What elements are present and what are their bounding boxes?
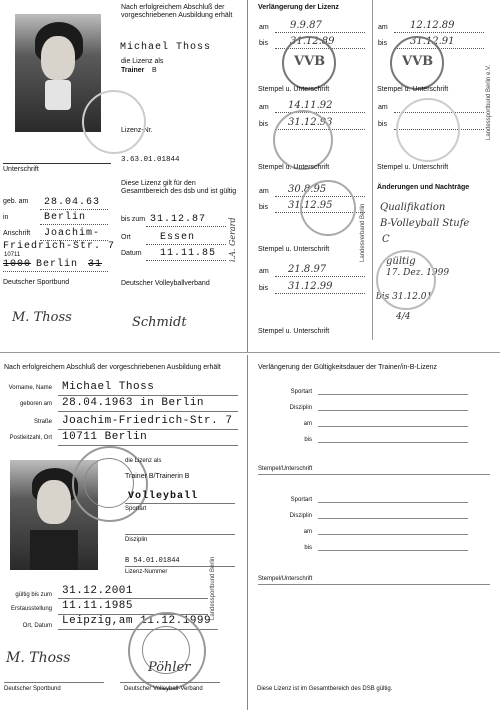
datum-value: 11.11.85: [160, 248, 217, 259]
lizenz-nr-label: Lizenz-Nr.: [121, 127, 153, 134]
gueltig-label: gültig bis zum: [15, 592, 52, 598]
ext1-bis: 31.12.89: [290, 36, 335, 47]
ext2-am: 12.12.89: [410, 20, 455, 31]
license-grade: B: [152, 67, 157, 74]
disziplin-label-bottom: Disziplin: [125, 537, 148, 543]
ext2-bis-label: bis: [378, 40, 387, 47]
ext6-bis: 31.12.99: [288, 281, 333, 292]
round-stamp-5: [300, 180, 356, 236]
official-signature-bottom: Pöhler: [148, 660, 191, 675]
ext4-stempel: Stempel u. Unterschrift: [377, 164, 449, 171]
ext3-bis-label: bis: [259, 121, 268, 128]
br-am-2: am: [303, 529, 312, 535]
dsb-label-bottom: Deutscher Sportbund: [4, 686, 61, 692]
changes-line2: B-Volleyball Stufe: [380, 218, 470, 229]
ext3-bis: 31.12.93: [288, 117, 333, 128]
lizenz-nr: 3.63.01.01844: [121, 156, 180, 164]
anschrift-label: Anschrift: [3, 230, 31, 237]
br-disziplin-2: Disziplin: [289, 513, 312, 519]
br-disziplin-1: Disziplin: [289, 405, 312, 411]
top-right-divider: [372, 0, 373, 340]
strasse-label: Straße: [33, 419, 52, 425]
lizenz-nr-label-bottom: Lizenz-Nummer: [125, 569, 168, 575]
ext1-bis-label: bis: [259, 40, 268, 47]
strasse-value: Joachim-Friedrich-Str. 7: [62, 415, 233, 427]
erst-value: 11.11.1985: [62, 600, 134, 612]
ext5-am: 30.8.95: [288, 184, 327, 195]
datum-label: Datum: [121, 250, 142, 257]
in-label: in: [3, 214, 9, 221]
changes-line1: Qualifikation: [380, 202, 446, 213]
header-text: Nach erfolgreichem Abschluß der vorgeschriebenen Ausbildung erhält: [121, 4, 233, 19]
br-stempel-1: Stempel/Unterschrift: [258, 466, 313, 472]
trainer-label: Trainer B/Trainerin B: [125, 473, 190, 480]
br-bis-1: bis: [304, 437, 312, 443]
ext4-bis-label: bis: [378, 121, 387, 128]
ort-datum-value: Leipzig,am 11.12.1999: [62, 615, 212, 627]
changes-line6: bis 31.12.01: [376, 292, 433, 302]
die-lizenz-label-bottom: die Lizenz als: [125, 458, 162, 464]
vorname-value: Michael Thoss: [62, 381, 155, 393]
br-bis-2: bis: [304, 545, 312, 551]
plz-new: 10711: [4, 252, 21, 258]
holder-signature-bottom: M. Thoss: [6, 650, 71, 666]
ext6-am: 21.8.97: [288, 264, 327, 275]
br-am-1: am: [303, 421, 312, 427]
die-lizenz-label: die Lizenz als: [121, 58, 164, 65]
ext5-stempel: Stempel u. Unterschrift: [258, 246, 330, 253]
validity-text: Diese Lizenz gilt für den Gesamtbereich des dsb und ist gültig: [121, 180, 237, 195]
vertical-note-bottom: Landessportbund Berlin: [210, 556, 216, 620]
bottom-header: Nach erfolgreichem Abschluß der vorgeschriebenen Ausbildung erhält: [4, 364, 221, 371]
vertical-note-1: Landessportbund Berlin e.V.: [486, 64, 492, 140]
vvb-stamp-1: VVB: [282, 36, 336, 90]
changes-line7: 4/4: [396, 312, 411, 322]
margin-signature: i.A. Gerard: [228, 217, 237, 262]
fold-line-top: [247, 0, 248, 352]
ort-value: Essen: [160, 232, 196, 243]
dsb-label: Deutscher Sportbund: [3, 279, 70, 286]
br-footer: Diese Lizenz ist im Gesamtbereich des DSB gültig.: [257, 686, 393, 692]
dvv-stamp-bottom: [128, 612, 206, 690]
ext4-am-label: am: [378, 104, 388, 111]
ext6-bis-label: bis: [259, 285, 268, 292]
erst-label: Erstausstellung: [10, 606, 52, 612]
in-value: Berlin: [44, 212, 87, 223]
ext2-am-label: am: [378, 24, 388, 31]
round-stamp-3: [273, 110, 333, 170]
changes-line5: 17. Dez. 1999: [386, 268, 450, 278]
license-level: Trainer: [121, 67, 145, 74]
official-signature: Schmidt: [132, 315, 187, 330]
geb-value-bottom: 28.04.1963 in Berlin: [62, 397, 205, 409]
page-divider: [0, 352, 500, 353]
bis-zum-label: bis zum: [121, 216, 146, 223]
gueltig-value: 31.12.2001: [62, 585, 134, 597]
fold-line-bottom: [247, 355, 248, 710]
ext3-am-label: am: [259, 104, 269, 111]
vorname-label: Vorname, Name: [8, 385, 52, 391]
ort-datum-label: Ort, Datum: [22, 623, 52, 629]
dvv-label: Deutscher Volleyballverband: [121, 280, 210, 287]
bottom-right-header: Verlängerung der Gültigkeitsdauer der Trainer/in-B-Lizenz: [258, 364, 437, 371]
unterschrift-label: Unterschrift: [3, 166, 39, 173]
ext1-am: 9.9.87: [290, 20, 322, 31]
plz-label: Postleitzahl, Ort: [9, 435, 52, 441]
ext3-stempel: Stempel u. Unterschrift: [258, 164, 330, 171]
bis-zum-value: 31.12.87: [150, 214, 207, 225]
vvb-stamp-2: VVB: [390, 36, 444, 90]
extension-header: Verlängerung der Lizenz: [258, 4, 339, 11]
ort-label: Ort: [121, 234, 131, 241]
ext3-am: 14.11.92: [288, 100, 333, 111]
city-old: 31: [88, 259, 103, 270]
ext5-bis: 31.12.95: [288, 200, 333, 211]
vertical-note-2: Landesverband Berlin: [360, 203, 366, 262]
round-stamp-6: [376, 250, 436, 310]
anschrift-line2: Friedrich-Str. 7: [3, 241, 116, 252]
faint-stamp-4: [396, 98, 460, 162]
plz-value: 10711 Berlin: [62, 431, 148, 443]
ext6-am-label: am: [259, 268, 269, 275]
changes-line4: gültig: [386, 256, 416, 267]
ext1-am-label: am: [259, 24, 269, 31]
changes-line3: C: [382, 234, 390, 245]
plz-old: 1000: [3, 259, 32, 270]
sportart-value: Volleyball: [128, 491, 199, 502]
ext2-stempel: Stempel u. Unterschrift: [377, 86, 449, 93]
br-sportart-1: Sportart: [290, 389, 312, 395]
ext6-stempel: Stempel u. Unterschrift: [258, 328, 330, 335]
ext5-am-label: am: [259, 188, 269, 195]
city-value: Berlin: [36, 259, 79, 270]
geb-label-bottom: geboren am: [19, 401, 52, 407]
ext5-bis-label: bis: [259, 204, 268, 211]
ext1-stempel: Stempel u. Unterschrift: [258, 86, 330, 93]
br-sportart-2: Sportart: [290, 497, 312, 503]
faint-stamp: [82, 90, 146, 154]
geb-label: geb. am: [3, 198, 29, 205]
changes-header: Änderungen und Nachträge: [377, 184, 470, 191]
lizenz-nr-bottom: B 54.01.01844: [125, 557, 180, 565]
sportart-label-bottom: Sportart: [125, 506, 147, 512]
holder-signature: M. Thoss: [12, 310, 72, 325]
anschrift-line1: Joachim-: [44, 228, 101, 239]
dvv-label-bottom: Deutscher Volleyball-Verband: [124, 686, 203, 692]
br-stempel-2: Stempel/Unterschrift: [258, 576, 313, 582]
ext2-bis: 31.12.91: [410, 36, 455, 47]
geb-value: 28.04.63: [44, 197, 101, 208]
holder-name: Michael Thoss: [120, 42, 212, 53]
